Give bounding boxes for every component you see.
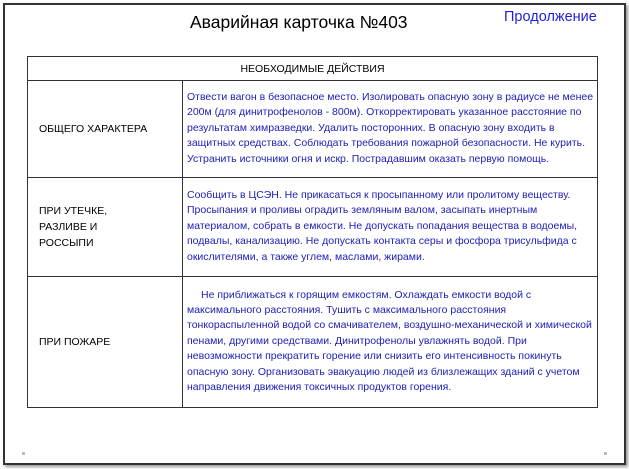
actions-leak: Сообщить в ЦСЭН. Не прикасаться к просыпанному или пролитому веществу. Просыпания и проливы оградить земляным валом, засыпать инертным материалом, собрать в емкости. Не допускать попадания вещества в водоемы, подвалы, канализацию. Не допускать контакта серы и фосфора трисульфида с окислителями, а также углем, маслами, жирами. <box>183 178 598 277</box>
category-leak <box>28 178 183 277</box>
category-general: ОБЩЕГО ХАРАКТЕРА <box>28 81 183 178</box>
table-header: НЕОБХОДИМЫЕ ДЕЙСТВИЯ <box>28 57 598 81</box>
table-header-row <box>28 57 598 81</box>
continue-link[interactable]: Продолжение <box>504 9 597 25</box>
table-row <box>28 178 598 277</box>
actions-general: Отвести вагон в безопасное место. Изолировать опасную зону в радиусе не менее 200м (для динитрофенолов - 800м). Откорректировать указанное расстояние по результатам химразведки. Удалить посторонних. В опасную зону входить в защитных средствах. Соблюдать требования пожарной безопасности. Не курить. Устранить источники огня и искр. Пострадавшим оказать первую помощь. <box>183 81 598 178</box>
corner-dot <box>22 452 25 455</box>
category-leak-label: ПРИ УТЕЧКЕ, РАЗЛИВЕ И РОССЫПИ <box>39 205 108 249</box>
table-row <box>28 277 598 408</box>
actions-table <box>27 56 598 408</box>
category-fire: ПРИ ПОЖАРЕ <box>28 277 183 408</box>
corner-dot <box>604 452 607 455</box>
table-row <box>28 81 598 178</box>
card-title: Аварийная карточка №403 <box>190 12 408 32</box>
actions-fire: Не приближаться к горящим емкостям. Охлаждать емкости водой с максимального расстояния. Тушить с максимального расстояния тонкораспыленной водой со смачивателем, воздушно-механической и химической пенами, другими средствами. Динитрофенолы увлажнять водой. При невозможности прекратить горение или снизить его интенсивность покинуть опасную зону. Организовать эвакуацию людей из близлежащих зданий с учетом направления движения токсичных продуктов горения. <box>183 277 598 408</box>
